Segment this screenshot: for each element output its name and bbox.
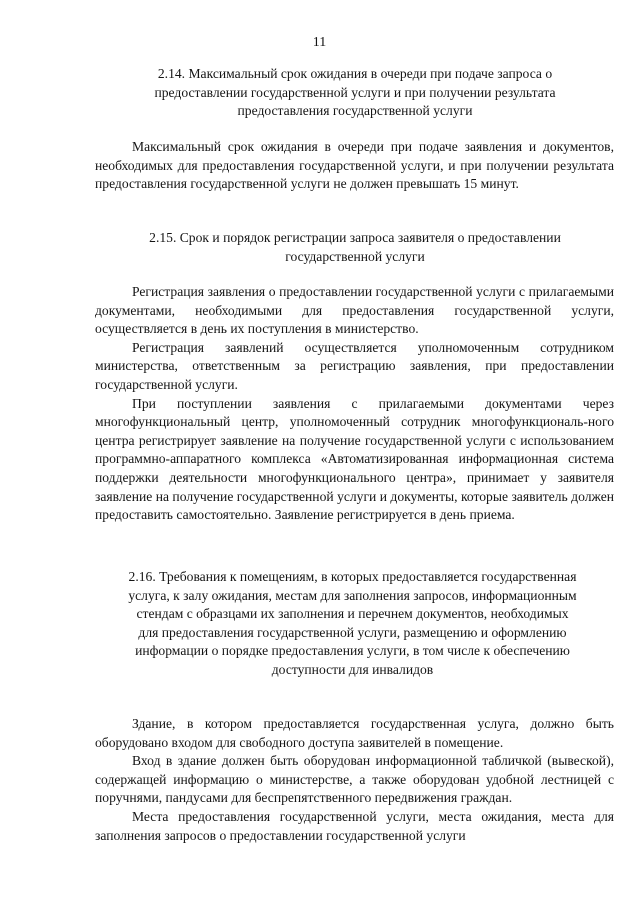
paragraph-2-15-1: Регистрация заявления о предоставлении государственной услуги с прилагаемыми документами, необходимыми для предоставления государственной услуги, осуществляется в день их поступления в министерство. [95,284,614,337]
paragraph-2-14-1: Максимальный срок ожидания в очереди при подаче заявления и документов, необходимых для предоставления государственной услуги, и при получении результата предоставления государственной услуги не должен превышать 15 минут. [95,139,614,192]
section-heading-2-14: 2.14. Максимальный срок ожидания в очереди при подаче запроса о предоставлении государственной услуги и при получении результата предоставления государственной услуги [154,66,556,119]
section-heading-2-15: 2.15. Срок и порядок регистрации запроса заявителя о предоставлении государственной услуги [149,230,561,264]
section-heading-2-16: 2.16. Требования к помещениям, в которых предоставляется государственная услуга, к залу ожидания, местам для заполнения запросов, информационным стендам с образцами их заполнения и перечнем документов, необходимых для предоставления государственной услуги, размещению и оформлению информации о порядке предоставления услуги, в том числе к обеспечению доступности для инвалидов [128,569,577,677]
paragraph-2-15-3: При поступлении заявления с прилагаемыми документами через многофункциональный центр, уполномоченный сотрудник многофункциональ-ного центра регистрирует заявление на получение государственной услуги с использованием программно-аппаратного комплекса «Автоматизированная информационная система поддержки деятельности многофункционального центра», принимает у заявителя заявление на получение государственной услуги и документы, которые заявитель должен предоставить самостоятельно. Заявление регистрируется в день приема. [95,395,614,523]
paragraph-2-16-3: Места предоставления государственной услуги, места ожидания, места для заполнения запросов о предоставлении государственной услуги [95,808,614,843]
paragraph-2-16-1: Здание, в котором предоставляется государственная услуга, должно быть оборудовано входом для свободного доступа заявителей в помещение. [95,716,614,750]
paragraph-2-15-2: Регистрация заявлений осуществляется уполномоченным сотрудником министерства, ответственным за регистрацию заявления, при предоставлении государственной услуги. [95,339,614,392]
section-body-2-16 [95,715,614,845]
section-body-2-15 [95,283,614,525]
paragraph-2-16-2: Вход в здание должен быть оборудован информационной табличкой (вывеской), содержащей информацию о министерстве, а также оборудован удобной лестницей с поручнями, пандусами для беспрепятственного передвижения граждан. [95,753,614,806]
page-number: 11 [312,35,327,50]
